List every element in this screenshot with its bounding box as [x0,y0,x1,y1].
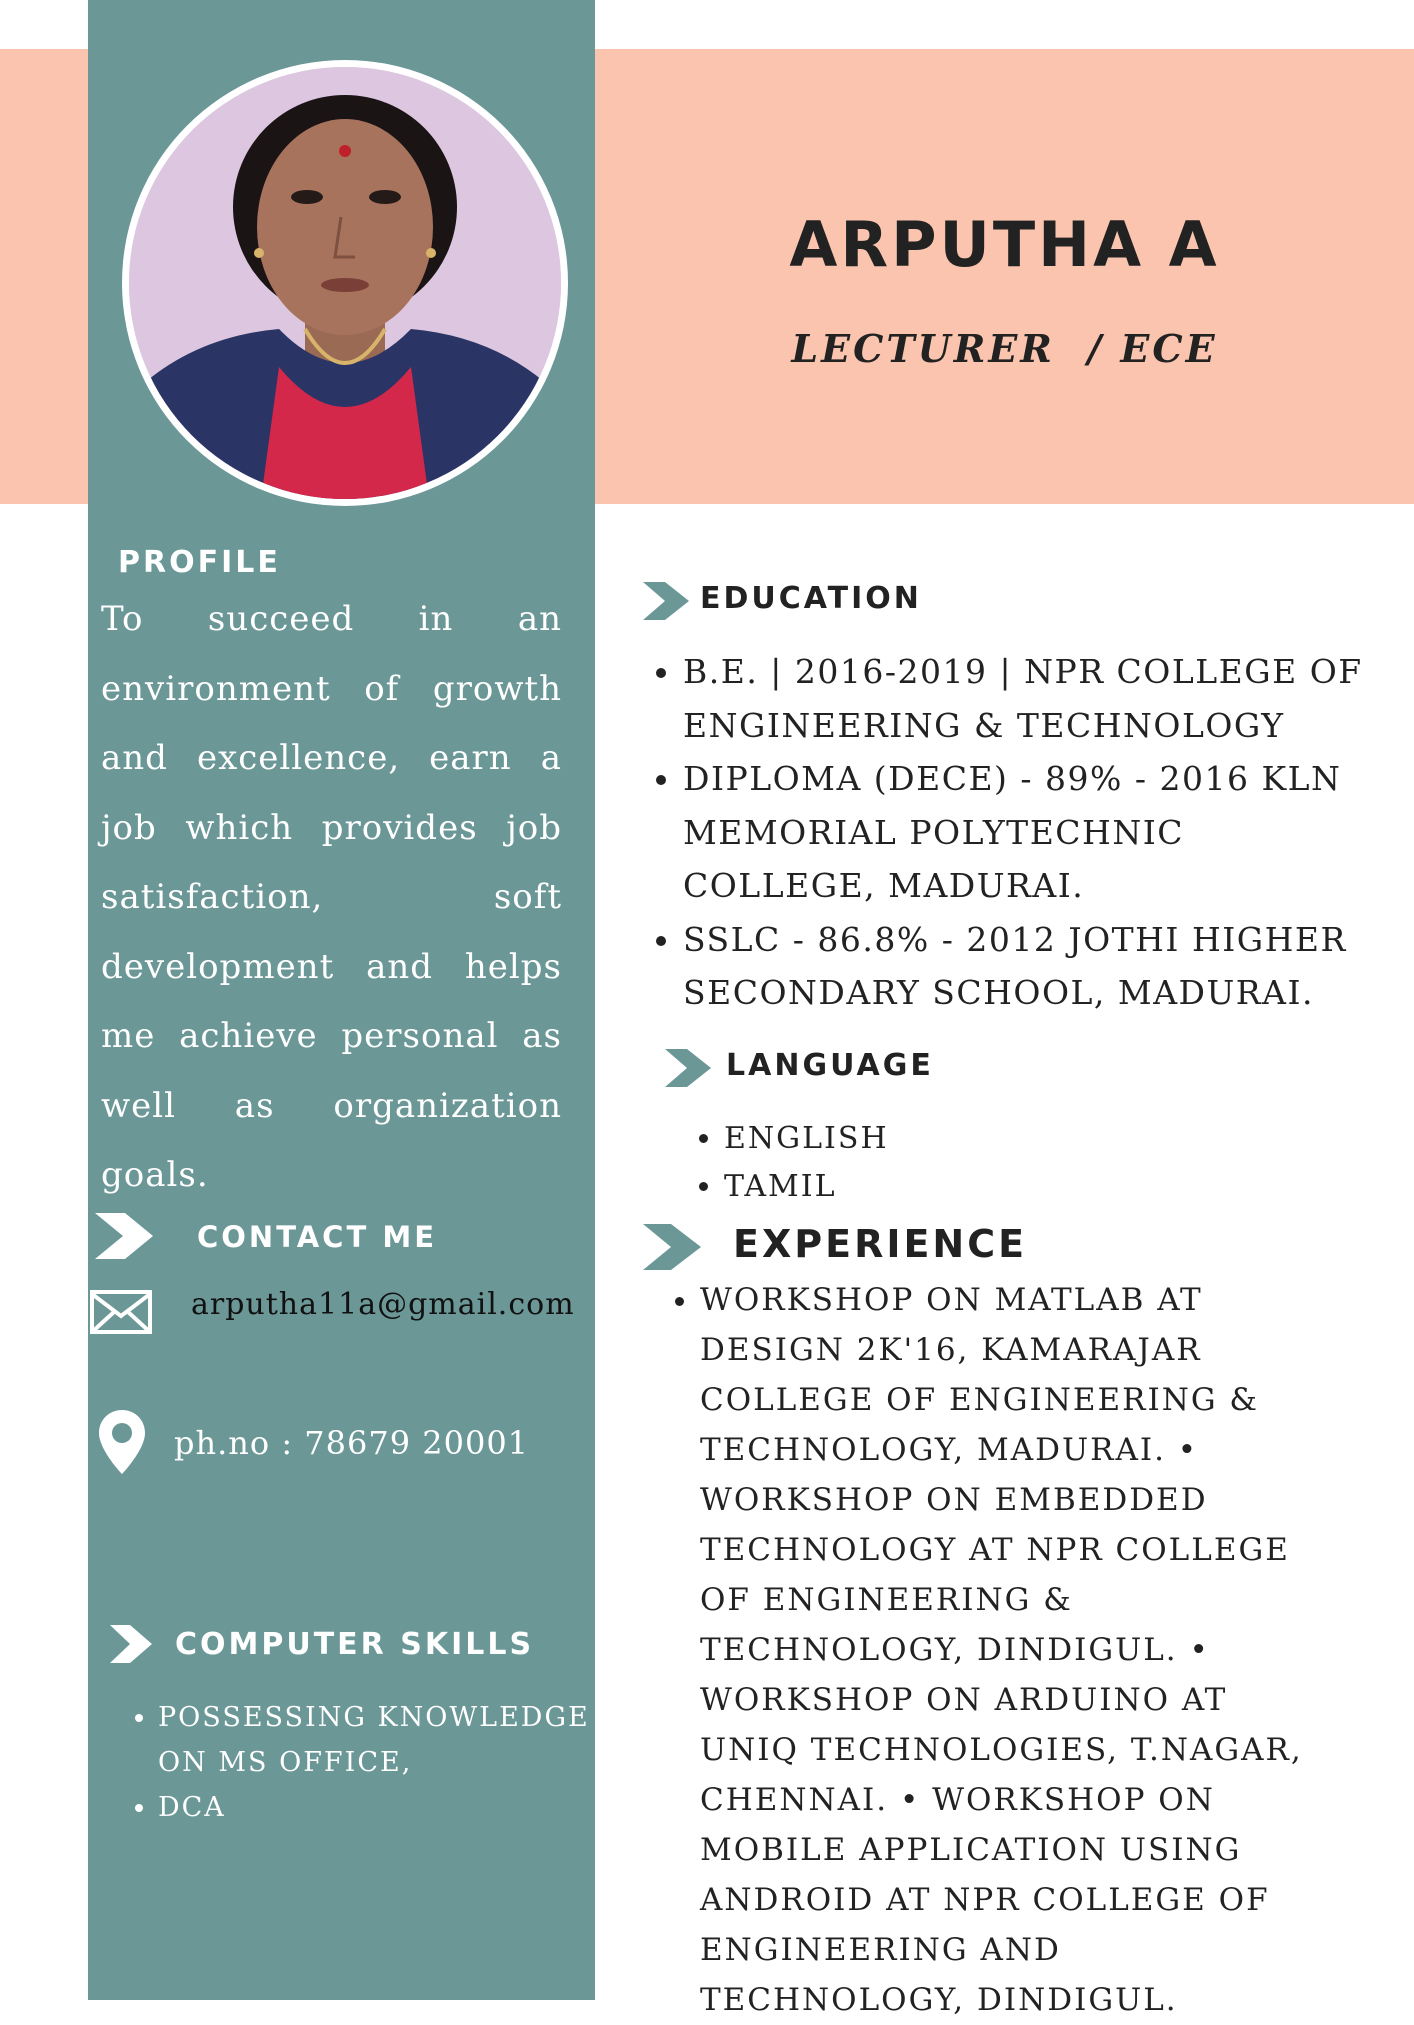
chevron-right-icon [643,1224,701,1270]
language-list [690,1115,1190,1211]
chevron-right-icon [665,1049,711,1087]
skills-heading: COMPUTER SKILLS [175,1627,535,1662]
language-heading: LANGUAGE [726,1048,934,1083]
list-item: • DIPLOMA (DECE) - 89% - 2016 KLN MEMORIAL POLYTECHNIC COLLEGE, MADURAI. [683,752,1385,913]
skills-list [120,1695,590,1830]
mail-icon [90,1290,152,1334]
chevron-right-icon [110,1625,152,1663]
portrait-illustration [129,67,561,499]
contact-heading: CONTACT ME [197,1220,438,1254]
list-item: • B.E. | 2016-2019 | NPR COLLEGE OF ENGINEERING & TECHNOLOGY [683,645,1385,752]
education-heading: EDUCATION [700,581,922,616]
profile-photo-frame [122,60,568,506]
list-item: • POSSESSING KNOWLEDGE ON MS OFFICE, [158,1695,590,1785]
experience-heading: EXPERIENCE [733,1222,1028,1266]
education-list [655,645,1385,1020]
chevron-right-icon [95,1213,153,1259]
list-item: • ENGLISH [724,1115,1190,1163]
location-pin-icon [99,1410,145,1474]
experience-list [670,1275,1330,2025]
profile-text: To succeed in an environment of growth and excellence, earn a job which provides job satisfaction, soft development and helps me achieve personal as well as organization goals. [101,599,562,1195]
list-item: • TAMIL [724,1163,1190,1211]
profile-photo [129,67,561,499]
phone-number: ph.no : 78679 20001 [174,1424,530,1462]
person-name: ARPUTHA A [789,208,1220,281]
list-item: • SSLC - 86.8% - 2012 JOTHI HIGHER SECONDARY SCHOOL, MADURAI. [683,913,1385,1020]
job-title: LECTURER / ECE [791,326,1218,371]
email-address[interactable]: arputha11a@gmail.com [191,1287,575,1322]
list-item: • DCA [158,1785,590,1830]
list-item: • WORKSHOP ON MATLAB AT DESIGN 2K'16, KAMARAJAR COLLEGE OF ENGINEERING & TECHNOLOGY, MADURAI. • WORKSHOP ON EMBEDDED TECHNOLOGY AT NPR COLLEGE OF ENGINEERING & TECHNOLOGY, DINDIGUL. • WORKSHOP ON ARDUINO AT UNIQ TECHNOLOGIES, T.NAGAR, CHENNAI. • WORKSHOP ON MOBILE APPLICATION USING ANDROID AT NPR COLLEGE OF ENGINEERING AND TECHNOLOGY, DINDIGUL. [700,1275,1330,2025]
chevron-right-icon [643,582,689,620]
profile-heading: PROFILE [118,545,281,580]
